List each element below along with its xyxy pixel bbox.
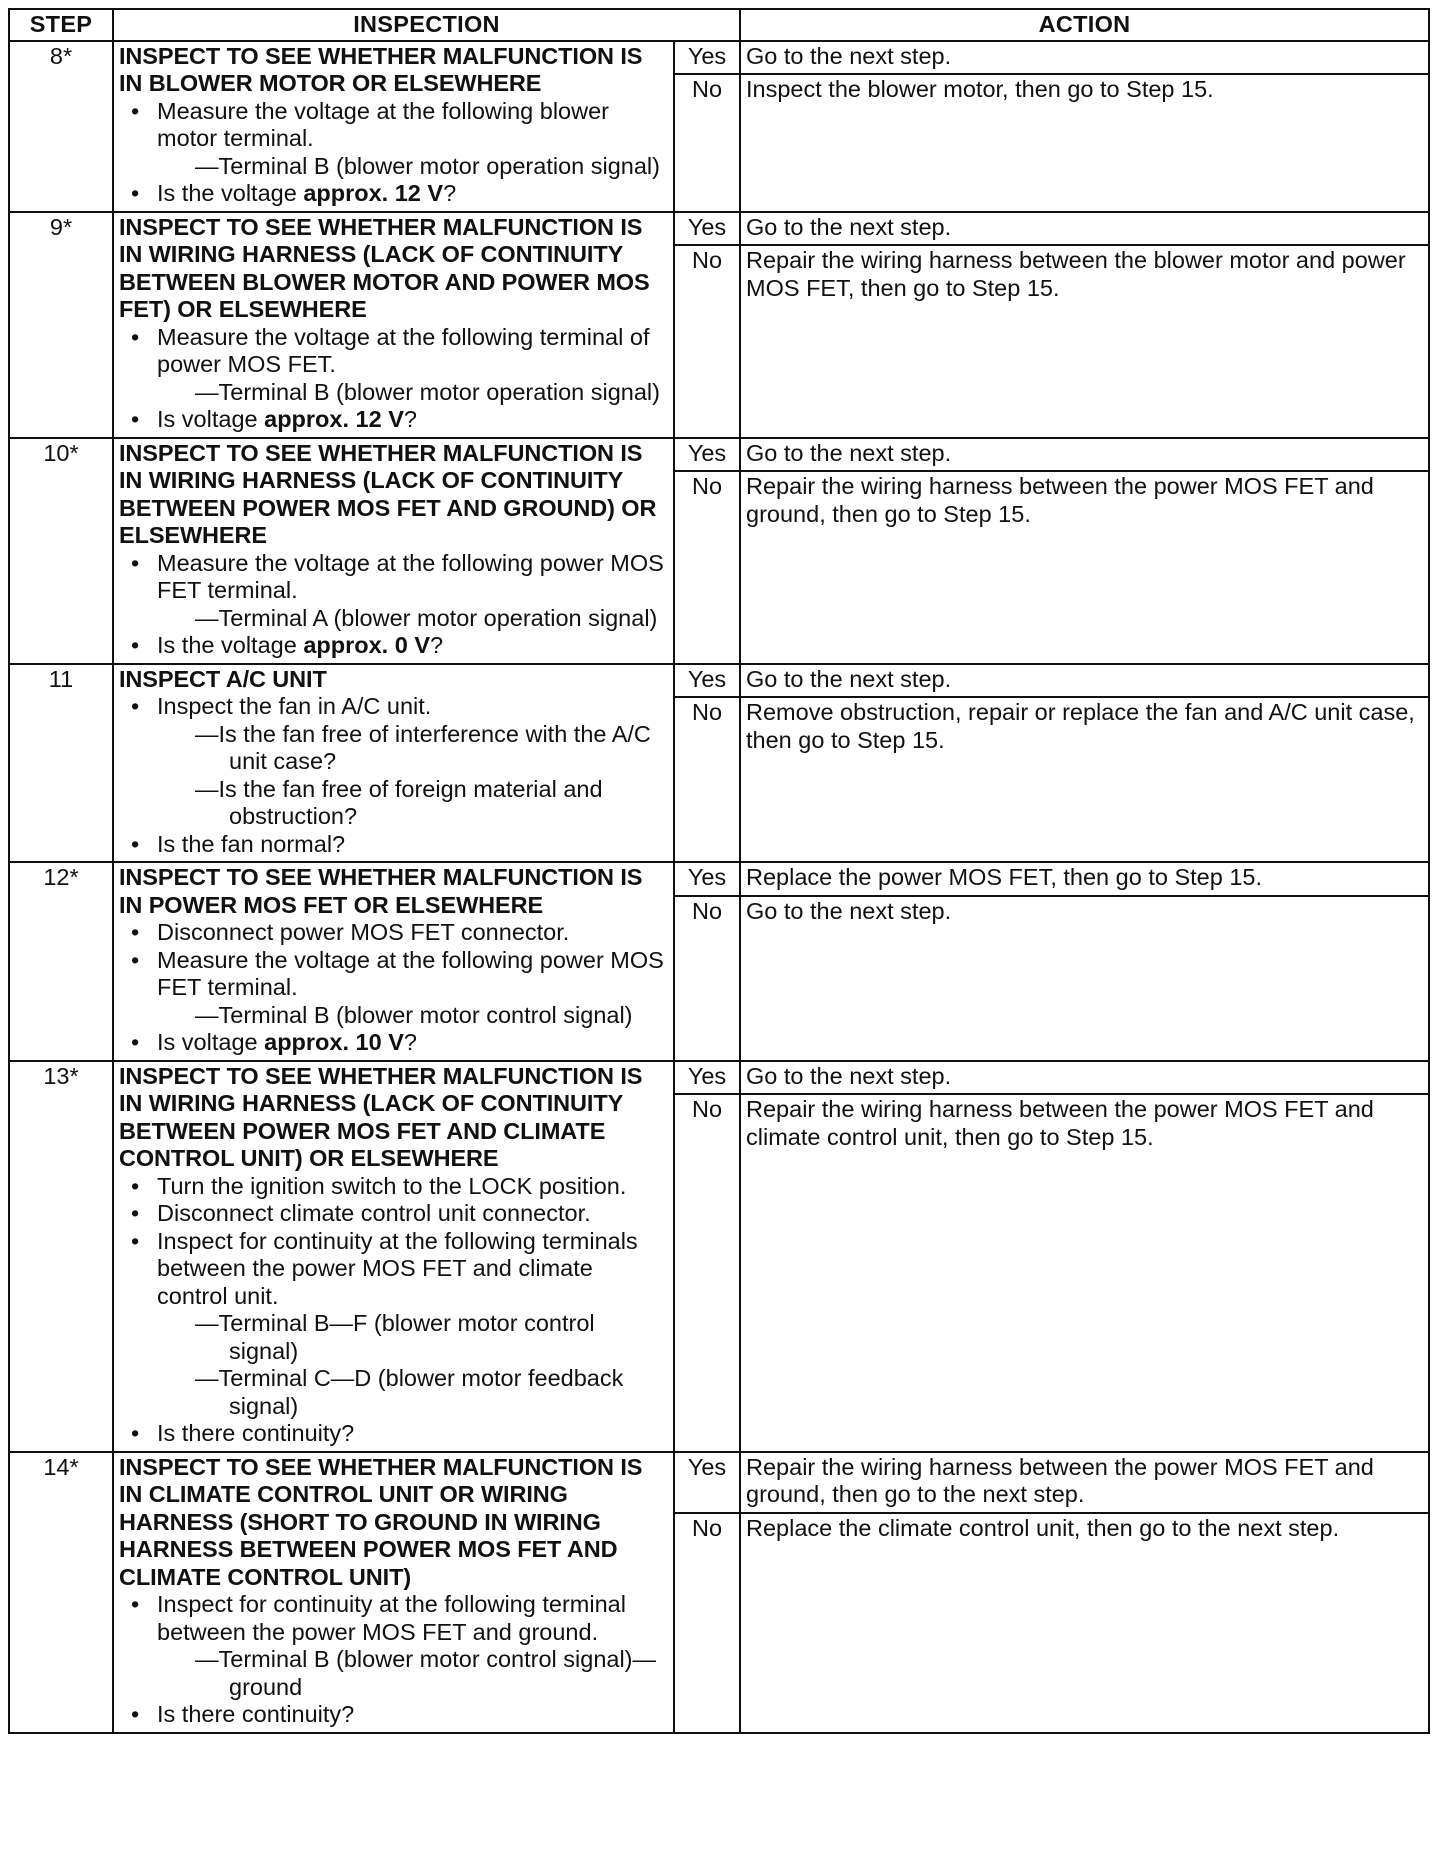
inspection-cell (113, 438, 674, 664)
header-inspection: INSPECTION (113, 9, 740, 41)
table-header-row (9, 9, 1429, 41)
inspection-bullet: • Inspect for continuity at the following terminal between the power MOS FET and ground. — Terminal B (blower motor control signal)—ground (119, 1591, 668, 1701)
yes-label: Yes (674, 41, 740, 75)
inspection-bullet: • Measure the voltage at the following power MOS FET terminal. — Terminal B (blower motor control signal) (119, 947, 668, 1030)
step-number: 10* (9, 438, 113, 664)
inspection-bullet: • Measure the voltage at the following power MOS FET terminal. — Terminal A (blower motor operation signal) (119, 550, 668, 633)
inspection-subitem: — Terminal B (blower motor operation signal) (195, 153, 668, 181)
yes-label: Yes (674, 212, 740, 246)
inspection-title: INSPECT TO SEE WHETHER MALFUNCTION IS IN POWER MOS FET OR ELSEWHERE (119, 864, 643, 918)
yes-label: Yes (674, 862, 740, 896)
inspection-subitem: — Terminal B (blower motor control signal) (195, 1002, 668, 1030)
inspection-cell (113, 41, 674, 212)
yes-label: Yes (674, 1061, 740, 1095)
inspection-bullet: • Turn the ignition switch to the LOCK position. (119, 1173, 668, 1201)
no-action: Repair the wiring harness between the power MOS FET and climate control unit, then go to Step 15. (740, 1094, 1429, 1452)
header-step: STEP (9, 9, 113, 41)
inspection-title: INSPECT A/C UNIT (119, 665, 327, 692)
no-label: No (674, 1513, 740, 1733)
no-action: Inspect the blower motor, then go to Step 15. (740, 74, 1429, 212)
no-action: Repair the wiring harness between the power MOS FET and ground, then go to Step 15. (740, 471, 1429, 664)
no-label: No (674, 896, 740, 1061)
inspection-cell (113, 212, 674, 438)
no-label: No (674, 245, 740, 438)
inspection-subitem: — Terminal A (blower motor operation signal) (195, 605, 668, 633)
yes-label: Yes (674, 438, 740, 472)
no-action: Go to the next step. (740, 896, 1429, 1061)
step-number: 14* (9, 1452, 113, 1733)
inspection-bullet: • Disconnect power MOS FET connector. (119, 919, 668, 947)
table-row (9, 41, 1429, 75)
inspection-bullet: • Inspect the fan in A/C unit. — Is the fan free of interference with the A/C unit case? — Is the fan free of foreign material and obstruction? (119, 693, 668, 831)
step-number: 8* (9, 41, 113, 212)
no-action: Repair the wiring harness between the blower motor and power MOS FET, then go to Step 15. (740, 245, 1429, 438)
no-label: No (674, 1094, 740, 1452)
inspection-bullet: • Disconnect climate control unit connector. (119, 1200, 668, 1228)
yes-action: Repair the wiring harness between the power MOS FET and ground, then go to the next step. (740, 1452, 1429, 1513)
header-action: ACTION (740, 9, 1429, 41)
inspection-cell (113, 1452, 674, 1733)
inspection-subitem: — Terminal B (blower motor operation signal) (195, 379, 668, 407)
table-row (9, 1452, 1429, 1513)
inspection-question: • Is the fan normal? (119, 831, 668, 859)
step-number: 12* (9, 862, 113, 1061)
inspection-question: • Is the voltage approx. 0 V? (119, 632, 668, 660)
inspection-title: INSPECT TO SEE WHETHER MALFUNCTION IS IN CLIMATE CONTROL UNIT OR WIRING HARNESS (SHORT TO GROUND IN WIRING HARNESS BETWEEN POWER MOS FET AND CLIMATE CONTROL UNIT) (119, 1453, 643, 1590)
inspection-question: • Is the voltage approx. 12 V? (119, 180, 668, 208)
no-label: No (674, 697, 740, 862)
inspection-subitem: — Is the fan free of interference with the A/C unit case? (195, 721, 668, 776)
inspection-title: INSPECT TO SEE WHETHER MALFUNCTION IS IN BLOWER MOTOR OR ELSEWHERE (119, 42, 643, 96)
inspection-title: INSPECT TO SEE WHETHER MALFUNCTION IS IN WIRING HARNESS (LACK OF CONTINUITY BETWEEN BLOWER MOTOR AND POWER MOS FET) OR ELSEWHERE (119, 213, 650, 322)
step-number: 11 (9, 664, 113, 863)
inspection-bullet: • Measure the voltage at the following terminal of power MOS FET. — Terminal B (blower motor operation signal) (119, 324, 668, 407)
inspection-question: • Is voltage approx. 12 V? (119, 406, 668, 434)
inspection-subitem: — Terminal B—F (blower motor control signal) (195, 1310, 668, 1365)
inspection-subitem: — Terminal C—D (blower motor feedback signal) (195, 1365, 668, 1420)
document-page (8, 8, 1428, 1846)
table-row (9, 438, 1429, 472)
inspection-title: INSPECT TO SEE WHETHER MALFUNCTION IS IN WIRING HARNESS (LACK OF CONTINUITY BETWEEN POWER MOS FET AND CLIMATE CONTROL UNIT) OR ELSEWHERE (119, 1062, 643, 1171)
yes-action: Go to the next step. (740, 212, 1429, 246)
inspection-bullet: • Inspect for continuity at the following terminals between the power MOS FET and climate control unit. — Terminal B—F (blower motor control signal) — Terminal C—D (blower motor feedback signal) (119, 1228, 668, 1421)
inspection-subitem: — Is the fan free of foreign material and obstruction? (195, 776, 668, 831)
inspection-question: • Is voltage approx. 10 V? (119, 1029, 668, 1057)
yes-action: Replace the power MOS FET, then go to Step 15. (740, 862, 1429, 896)
table-row (9, 862, 1429, 896)
inspection-cell (113, 862, 674, 1061)
inspection-cell (113, 1061, 674, 1452)
inspection-cell (113, 664, 674, 863)
yes-action: Go to the next step. (740, 41, 1429, 75)
step-number: 9* (9, 212, 113, 438)
no-action: Remove obstruction, repair or replace the fan and A/C unit case, then go to Step 15. (740, 697, 1429, 862)
table-row (9, 664, 1429, 698)
yes-label: Yes (674, 664, 740, 698)
troubleshooting-table (8, 8, 1430, 1734)
no-action: Replace the climate control unit, then go to the next step. (740, 1513, 1429, 1733)
yes-action: Go to the next step. (740, 438, 1429, 472)
inspection-bullet: • Measure the voltage at the following blower motor terminal. — Terminal B (blower motor operation signal) (119, 98, 668, 181)
inspection-title: INSPECT TO SEE WHETHER MALFUNCTION IS IN WIRING HARNESS (LACK OF CONTINUITY BETWEEN POWER MOS FET AND GROUND) OR ELSEWHERE (119, 439, 657, 548)
step-number: 13* (9, 1061, 113, 1452)
yes-label: Yes (674, 1452, 740, 1513)
inspection-question: • Is there continuity? (119, 1701, 668, 1729)
inspection-subitem: — Terminal B (blower motor control signal)—ground (195, 1646, 668, 1701)
table-row (9, 212, 1429, 246)
yes-action: Go to the next step. (740, 664, 1429, 698)
yes-action: Go to the next step. (740, 1061, 1429, 1095)
no-label: No (674, 471, 740, 664)
no-label: No (674, 74, 740, 212)
inspection-question: • Is there continuity? (119, 1420, 668, 1448)
table-row (9, 1061, 1429, 1095)
